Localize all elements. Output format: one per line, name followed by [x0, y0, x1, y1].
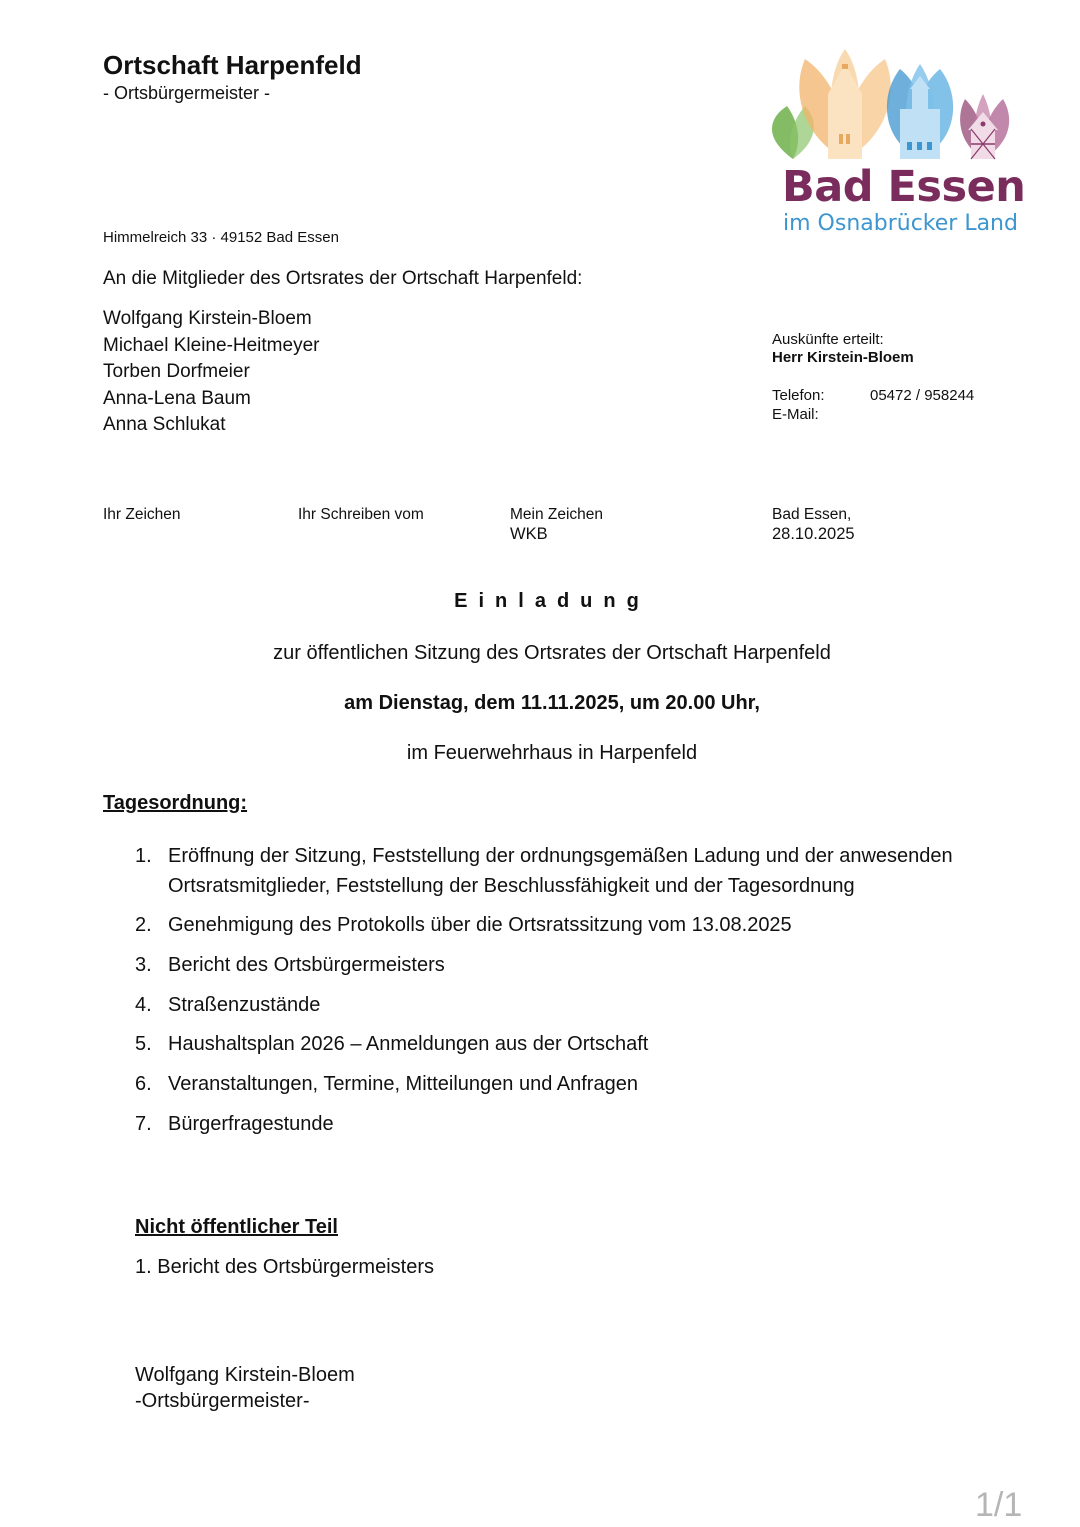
signature-name: Wolfgang Kirstein-Bloem [135, 1364, 355, 1386]
item-number: 5. [135, 1033, 152, 1056]
list-item: Wolfgang Kirstein-Bloem [103, 308, 312, 329]
list-item: Torben Dorfmeier [103, 361, 250, 382]
item-number: 3. [135, 953, 152, 976]
item-text: Haushaltsplan 2026 – Anmeldungen aus der Ortschaft [168, 1033, 649, 1056]
non-public-heading: Nicht öffentlicher Teil [135, 1216, 338, 1238]
item-number: 7. [135, 1112, 152, 1135]
item-number: 6. [135, 1073, 152, 1096]
phone-value: 05472 / 958244 [870, 387, 975, 404]
list-item [135, 951, 985, 981]
item-text: Straßenzustände [168, 993, 321, 1016]
org-title: Ortschaft Harpenfeld [103, 50, 362, 80]
ihr-zeichen-label: Ihr Zeichen [103, 506, 181, 523]
list-item [135, 842, 985, 901]
email-label: E-Mail: [772, 406, 819, 423]
item-number: 1. [135, 845, 152, 867]
non-public-item: 1. Bericht des Ortsbürgermeisters [135, 1256, 434, 1278]
sender-address: Himmelreich 33 · 49152 Bad Essen [103, 229, 339, 246]
list-item [135, 1070, 985, 1100]
item-text: Eröffnung der Sitzung, Feststellung der ordnungsgemäßen Ladung und der anwesenden Ortsratsmitglieder, Feststellung der Beschlussfähigkeit und der Tagesordnung [168, 845, 953, 897]
page-indicator: 1/1 [975, 1486, 1023, 1524]
invitation-date-time: am Dienstag, dem 11.11.2025, um 20.00 Uhr, [344, 692, 760, 714]
list-item [135, 991, 985, 1021]
list-item [135, 1030, 985, 1060]
item-text: Bericht des Ortsbürgermeisters [168, 953, 445, 976]
list-item: Anna-Lena Baum [103, 387, 251, 409]
logo-subtitle: im Osnabrücker Land [783, 211, 1018, 236]
mein-zeichen-value: WKB [510, 525, 548, 543]
list-item: Michael Kleine-Heitmeyer [103, 334, 320, 356]
list-item [135, 911, 985, 941]
agenda-list [135, 842, 985, 1139]
agenda-heading: Tagesordnung: [103, 792, 248, 814]
item-text: Bürgerfragestunde [168, 1112, 334, 1135]
item-text: Genehmigung des Protokolls über die Ortsratssitzung vom 13.08.2025 [168, 914, 792, 936]
member-list [103, 306, 319, 439]
ihr-schreiben-label: Ihr Schreiben vom [298, 506, 424, 523]
place-label: Bad Essen, [772, 506, 852, 523]
signature-role: -Ortsbürgermeister- [135, 1390, 310, 1412]
item-text: Veranstaltungen, Termine, Mitteilungen und Anfragen [168, 1073, 638, 1096]
logo-name: Bad Essen [782, 162, 1026, 212]
invitation-line-1: zur öffentlichen Sitzung des Ortsrates der Ortschaft Harpenfeld [273, 642, 831, 664]
item-number: 4. [135, 993, 152, 1016]
org-subtitle: - Ortsbürgermeister - [103, 83, 271, 103]
item-number: 2. [135, 914, 152, 936]
letter-date: 28.10.2025 [772, 525, 855, 543]
invitation-location: im Feuerwehrhaus in Harpenfeld [406, 742, 698, 764]
info-name: Herr Kirstein-Bloem [772, 349, 914, 366]
addressee-intro: An die Mitglieder des Ortsrates der Ortschaft Harpenfeld: [103, 268, 583, 289]
invitation-title: Einladung [454, 590, 650, 612]
info-label: Auskünfte erteilt: [772, 331, 884, 348]
list-item [135, 1110, 985, 1140]
bad-essen-logo-icon [765, 44, 1015, 164]
list-item: Anna Schlukat [103, 414, 226, 435]
mein-zeichen-label: Mein Zeichen [510, 506, 604, 523]
phone-label: Telefon: [772, 387, 825, 404]
